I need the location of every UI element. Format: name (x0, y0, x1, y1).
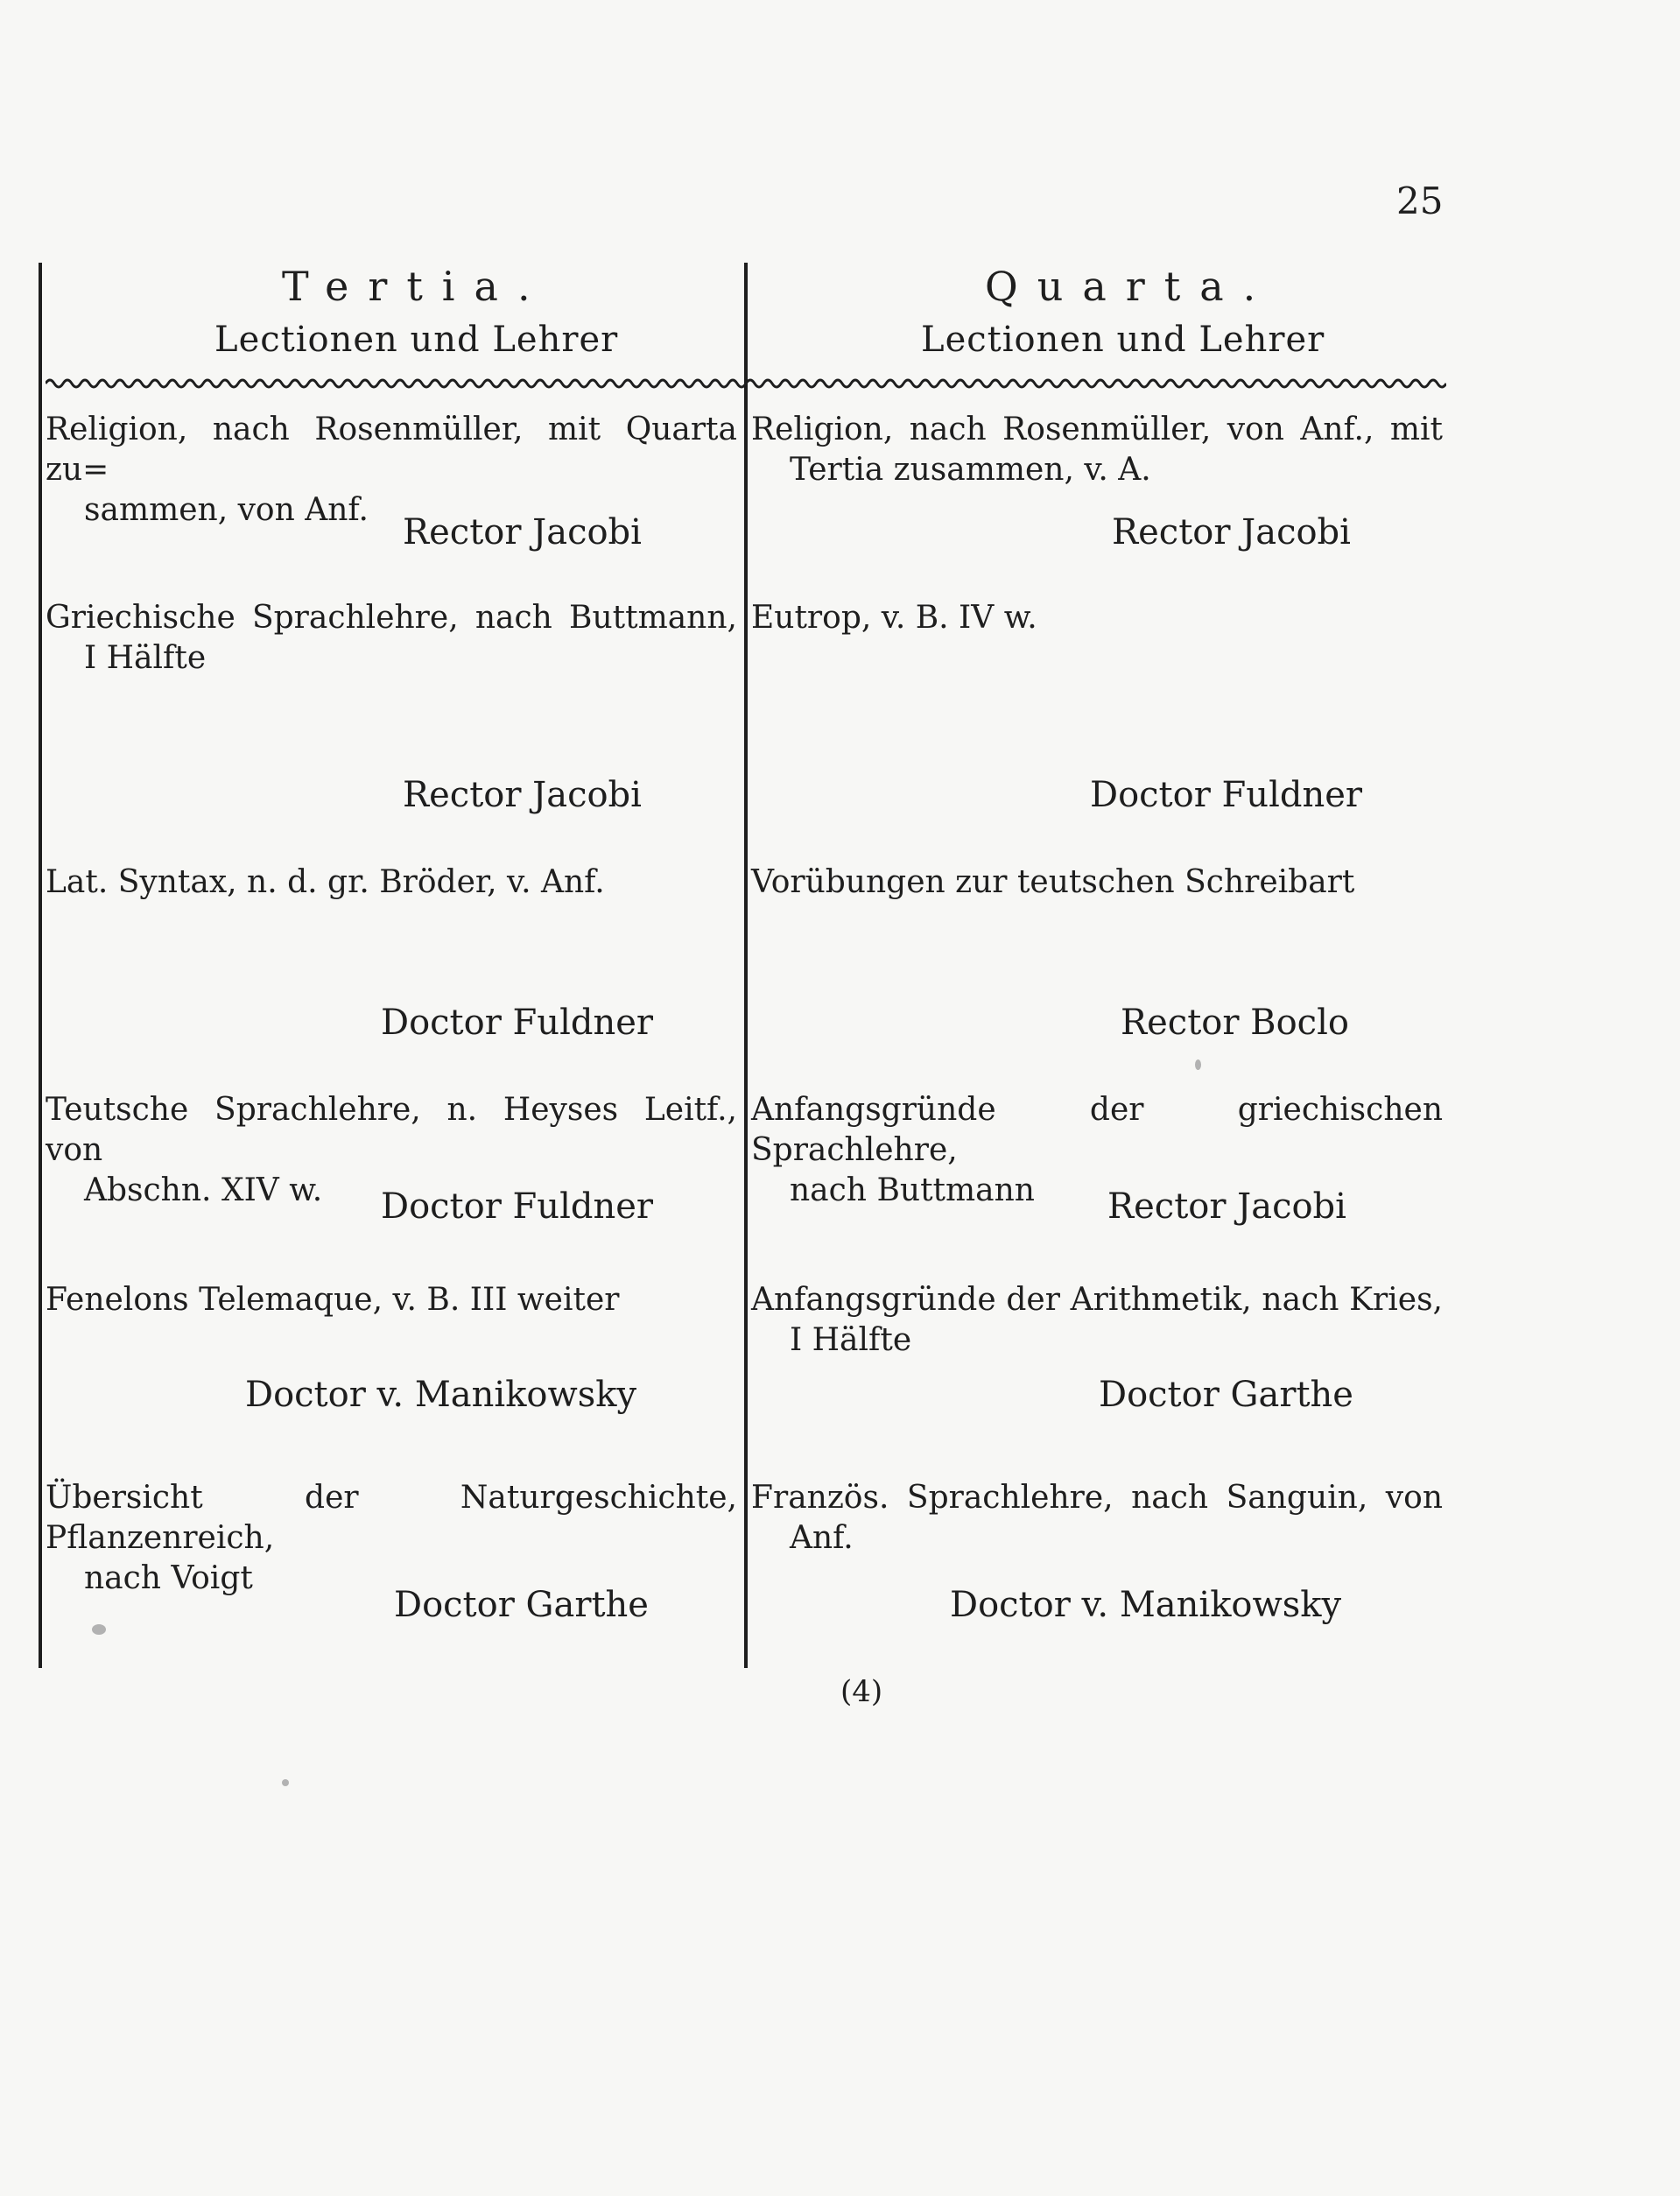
tertia-entry-greek-grammar (46, 598, 737, 679)
entry-text: Vorübungen zur teutschen Schreibart (751, 864, 1355, 900)
quarta-entry-eutrop (751, 598, 1443, 638)
ink-speck (282, 1779, 289, 1786)
quarta-entry-writing-exercises (751, 862, 1443, 903)
signature-mark: (4) (840, 1674, 883, 1709)
ink-speck (92, 1624, 106, 1635)
tertia-entry-natural-history (46, 1478, 737, 1599)
tertia-subtitle: Lectionen und Lehrer (214, 320, 619, 360)
tertia-entry-latin-syntax (46, 862, 737, 903)
quarta-teacher-french-grammar: Doctor v. Manikowsky (950, 1585, 1342, 1625)
entry-text: Anfangsgründe der Arithmetik, nach Kries, (751, 1282, 1443, 1318)
tertia-title: Tertia. (282, 263, 550, 310)
tertia-teacher-religion: Rector Jacobi (403, 512, 642, 553)
entry-text-continued: nach Buttmann (790, 1172, 1035, 1208)
wavy-separator-rule (46, 375, 1446, 392)
entry-text: Fenelons Telemaque, v. B. III weiter (46, 1282, 620, 1318)
entry-text: Anfangsgründe der griechischen Sprachlehre, (751, 1092, 1443, 1168)
entry-text: Teutsche Sprachlehre, n. Heyses Leitf., von (46, 1092, 737, 1168)
tertia-teacher-latin-syntax: Doctor Fuldner (381, 1003, 654, 1043)
entry-text-continued: I Hälfte (84, 640, 207, 676)
quarta-teacher-writing-exercises: Rector Boclo (1121, 1003, 1349, 1043)
entry-text: Übersicht der Naturgeschichte, Pflanzenreich, (46, 1480, 737, 1556)
tertia-teacher-german-grammar: Doctor Fuldner (381, 1186, 654, 1227)
left-border-rule (39, 263, 42, 1668)
quarta-entry-french-grammar (751, 1478, 1443, 1559)
entry-text-continued: Abschn. XIV w. (84, 1172, 323, 1208)
entry-text: Griechische Sprachlehre, nach Buttmann, (46, 600, 737, 636)
quarta-entry-religion (751, 410, 1443, 490)
tertia-teacher-greek-grammar: Rector Jacobi (403, 775, 642, 815)
quarta-entry-arithmetic (751, 1280, 1443, 1361)
tertia-teacher-telemaque: Doctor v. Manikowsky (245, 1375, 637, 1415)
entry-text-continued: Anf. (790, 1520, 854, 1556)
entry-text: Religion, nach Rosenmüller, von Anf., mit (751, 412, 1443, 447)
quarta-teacher-greek-basics: Rector Jacobi (1107, 1186, 1346, 1227)
page-number: 25 (1396, 179, 1444, 222)
quarta-teacher-religion: Rector Jacobi (1112, 512, 1351, 553)
entry-text-continued: I Hälfte (790, 1322, 912, 1358)
quarta-teacher-eutrop: Doctor Fuldner (1090, 775, 1363, 815)
entry-text: Eutrop, v. B. IV w. (751, 600, 1037, 636)
ink-speck (1195, 1059, 1201, 1070)
quarta-teacher-arithmetic: Doctor Garthe (1099, 1375, 1353, 1415)
entry-text: Französ. Sprachlehre, nach Sanguin, von (751, 1480, 1443, 1516)
entry-text-continued: nach Voigt (84, 1560, 253, 1596)
entry-text: Lat. Syntax, n. d. gr. Bröder, v. Anf. (46, 864, 605, 900)
tertia-entry-telemaque (46, 1280, 737, 1320)
quarta-subtitle: Lectionen und Lehrer (921, 320, 1325, 360)
entry-text-continued: sammen, von Anf. (84, 492, 369, 528)
wavy-line-path (46, 380, 1446, 387)
tertia-teacher-natural-history: Doctor Garthe (394, 1585, 649, 1625)
quarta-title: Quarta. (985, 263, 1276, 310)
entry-text: Religion, nach Rosenmüller, mit Quarta zu= (46, 412, 737, 488)
entry-text-continued: Tertia zusammen, v. A. (790, 452, 1151, 488)
column-divider-rule (744, 263, 748, 1668)
